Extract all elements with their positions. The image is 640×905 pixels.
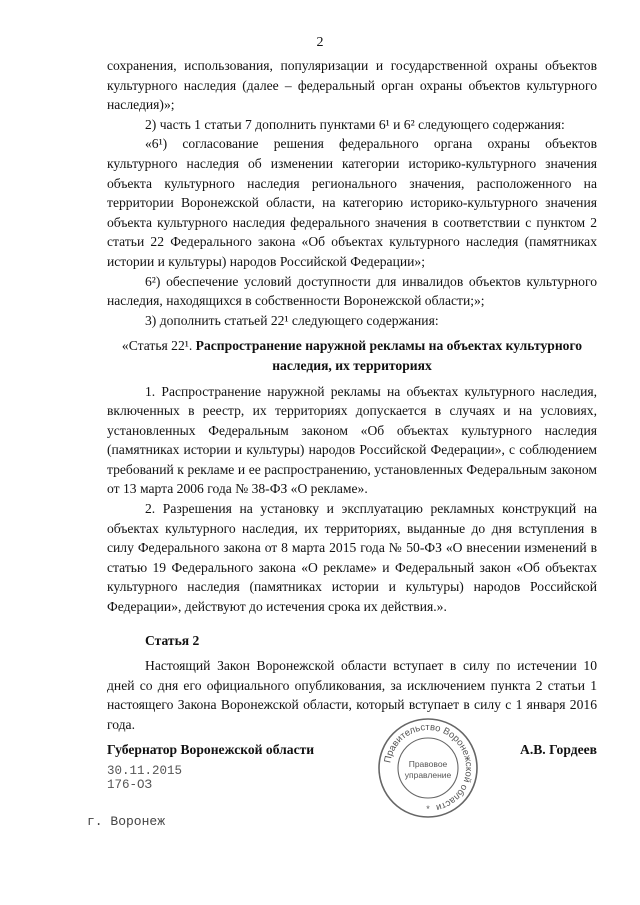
stamp-inner-line2: управление bbox=[404, 770, 452, 780]
law-city: г. Воронеж bbox=[87, 814, 166, 829]
governor-title: Губернатор Воронежской области bbox=[107, 742, 315, 757]
article-2-text: Настоящий Закон Воронежской области вступает в силу по истечении 10 дней со дня его официального опубликования, за исключением пункта 2 статьи 1 настоящего Закона Воронежской области, который вступает в силу с 1 января 2016 года. bbox=[107, 658, 597, 732]
law-date: 30.11.2015 bbox=[107, 764, 183, 778]
paragraph-item-2: 2) часть 1 статьи 7 дополнить пунктами 6¹ и 6² следующего содержания: bbox=[145, 116, 565, 132]
page-number: 2 bbox=[316, 35, 324, 50]
stamp-star-icon: * bbox=[426, 804, 430, 814]
law-number: 176-ОЗ bbox=[107, 778, 153, 792]
paragraph-continuation: сохранения, использования, популяризации и государственной охраны объектов культурного наследия (далее – федеральный орган охраны объектов культурного наследия)»; bbox=[107, 58, 597, 113]
stamp-outer-text: Правительство Воронежской области bbox=[382, 721, 475, 814]
paragraph-item-6-1: «6¹) согласование решения федерального органа охраны объектов культурного наследия об изменении категории историко-культурного значения объекта культурного наследия регионального значения, расположенного на территории Воронежской области, на категорию историко-культурного значения объекта культурного наследия федерального значения в соответствии с пунктом 2 статьи 22 Федерального закона «Об объектах культурного наследия (памятниках истории и культуры) народов Российской Федерации»; bbox=[107, 136, 597, 269]
document-body bbox=[107, 56, 597, 735]
law-date-number bbox=[107, 764, 182, 792]
paragraph-item-3: 3) дополнить статьей 22¹ следующего содержания: bbox=[145, 312, 439, 328]
article-22-1-part-1: 1. Распространение наружной рекламы на объектах культурного наследия, включенных в реестр, их территориях допускается в случаях и на условиях, установленных Федеральным законом «Об объектах культурного наследия (памятниках истории и культуры) народов Российской Федерации», с соблюдением требований к рекламе и ее распространению, установленных Федеральным законом от 13 марта 2006 года № 38-ФЗ «О рекламе». bbox=[107, 383, 597, 497]
stamp-seal bbox=[376, 716, 480, 820]
governor-name: А.В. Гордеев bbox=[520, 742, 597, 757]
article-2-heading: Статья 2 bbox=[145, 632, 200, 648]
article-22-1-prefix: «Статья 22¹. bbox=[121, 338, 193, 354]
article-22-1-heading bbox=[107, 336, 597, 375]
paragraph-item-6-2: 6²) обеспечение условий доступности для инвалидов объектов культурного наследия, находящихся в собственности Воронежской области;»; bbox=[107, 273, 597, 309]
article-22-1-title: Распространение наружной рекламы на объектах культурного наследия, их территориях bbox=[195, 338, 583, 373]
stamp-inner-line1: Правовое bbox=[408, 759, 448, 769]
article-22-1-part-2: 2. Разрешения на установку и эксплуатацию рекламных конструкций на объектах культурного наследия, их территориях, выданные до дня вступления в силу Федерального закона от 8 марта 2015 года № 50-ФЗ «О внесении изменений в статью 19 Федерального закона «О рекламе» и Федеральный закон «Об объектах культурного наследия (памятниках истории и культуры) народов Российской Федерации», действуют до истечения срока их действия.». bbox=[107, 501, 597, 615]
